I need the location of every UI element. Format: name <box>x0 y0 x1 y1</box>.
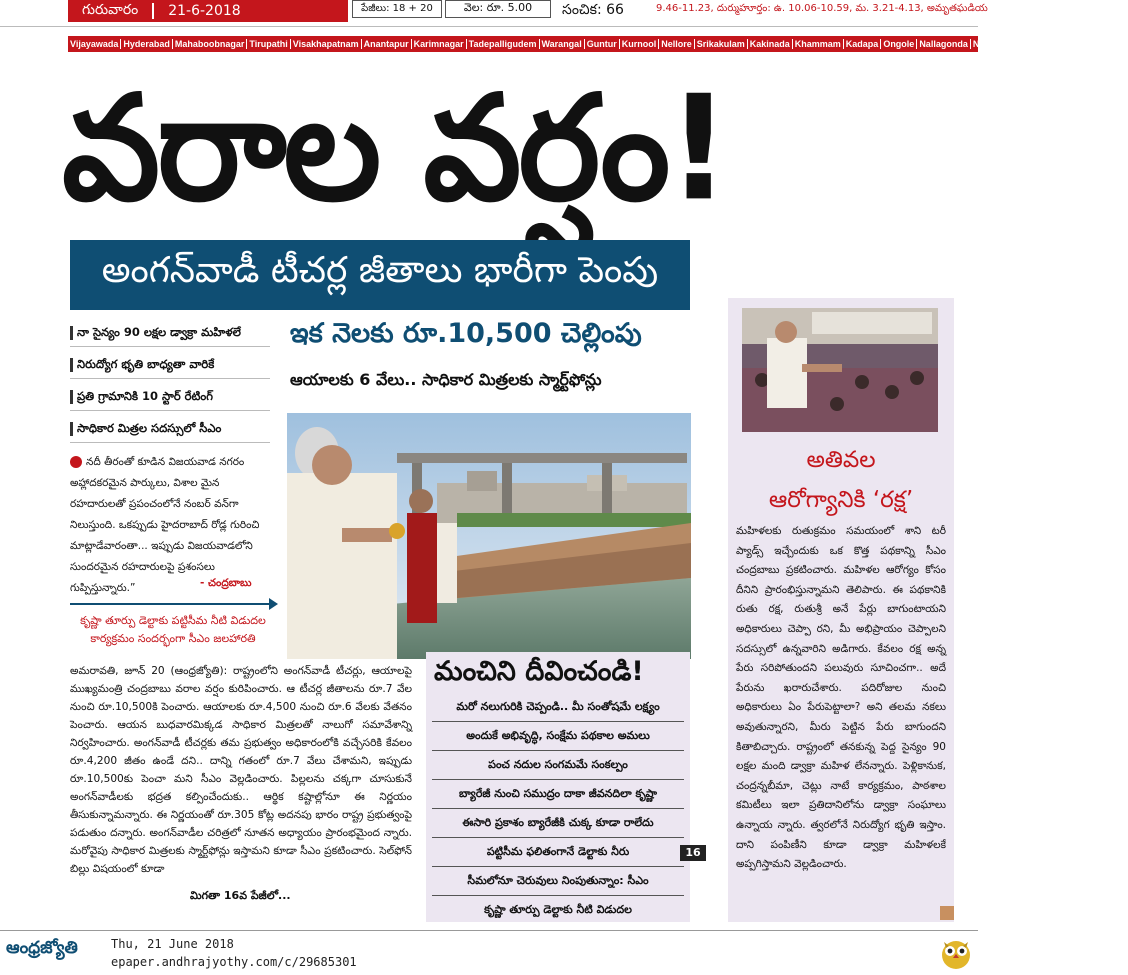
side-story-body: మహిళలకు రుతుక్రమం సమయంలో శాని టరీ ప్యాడ్స్ ఇచ్చేందుకు ఒక కొత్త పథకాన్ని సీఎం చంద్రబాబు ప్రకటించారు. మహిళల ఆరోగ్యం కోసం దీనిని ప్రారంభిస్తున్నామని తెలిపారు. ఈ పథకానికి రుతు రక్ష, రుతుశ్రీ అనే పేర్లు బాగుంటాయని అధికారులు చెప్పా రని, మీ అభిప్రాయం చెప్పాలని సదస్సులో ఉన్నవారిని అడిగారు. కేవలం రక్ష అన్న పేరు సరిపోతుందని పలువురు సూచించగా.. అదే పేరును ఖరారుచేశారు. పదిరోజుల నుంచి అధికారులు ఏం పేరుపెట్టాలా? అని తలమ నకలు అవుతున్నారని, మీరు పెట్టిన పేరు బాగుందని కితాబిచ్చారు. రాష్ట్రంలో తనకున్న పెద్ద సైన్యం 90 లక్షల మంది డ్వాక్రా మహిళ లేనన్నారు. పెళ్లికానుక, చంద్రన్నబీమా, చెట్లు నాటే కార్యక్రమం, పాఠశాల కమిటీలు ఇలా ప్రతిదానిలోను డ్వాక్రా సంఘాలు ఉన్నాయ న్నారు. త్వరలోనే నిరుద్యోగ భృతి ఇస్తాం. దాని పంపిణీని కూడా డ్వాక్రా మహిళలకే అప్పగిస్తామని వెల్లడించారు. <box>736 525 946 871</box>
continued-on: మిగతా 16వ పేజీలో... <box>190 889 291 902</box>
panchangam-timings: 9.46-11.23, దుర్ముహూర్తం: ఉ. 10.06-10.59, మ. 3.21-4.13, అమృతఘడియ <box>656 3 988 14</box>
edition-city: Nallagonda <box>916 39 970 49</box>
edition-city: Guntur <box>584 39 619 49</box>
weekday: గురువారం <box>82 1 139 18</box>
side-title-line: ఆరోగ్యానికి ‘రక్ష’ <box>768 487 914 513</box>
edition-city: Visakhapatnam <box>290 39 361 49</box>
issue-date: 21-6-2018 <box>168 3 241 19</box>
quote-author: - చంద్రబాబు <box>200 577 252 589</box>
highlight-item: అందుకే అభివృద్ధి, సంక్షేమ పథకాల అమలు <box>432 721 684 751</box>
edition-city: Kurnool <box>619 39 659 49</box>
highlights-title: మంచిని దీవించండి! <box>434 656 644 687</box>
subheadline: ఇక నెలకు రూ.10,500 చెల్లింపు <box>290 318 642 349</box>
highlight-item: మరో నలుగురికి చెప్పండి.. మీ సంతోషమే లక్ష్యం <box>432 692 684 722</box>
edition-city: Bangalore and Chennai <box>1022 39 1128 49</box>
side-story-title <box>734 440 948 520</box>
arrow-pointer-icon <box>70 603 276 605</box>
river-ceremony-photo <box>287 413 691 659</box>
edition-city: Nellore <box>658 39 694 49</box>
bullet-point: సాధికార మిత్రల సదస్సులో సీఎం <box>70 414 270 443</box>
issue-number: సంచిక: 66 <box>562 2 624 18</box>
edition-city: Mahaboobnagar <box>172 39 247 49</box>
end-mark <box>940 906 954 920</box>
edition-city: Vijayawada <box>70 39 119 49</box>
meeting-photo <box>742 308 938 432</box>
highlight-item: బ్యారేజీ నుంచి సముద్రం దాకా జీవనదిలా కృష్ణా <box>432 779 684 809</box>
edition-city: Tadepalligudem <box>466 39 539 49</box>
bullet-point: నిరుద్యోగ భృతి బాధ్యతా వారికే <box>70 350 270 379</box>
headline-band: అంగన్‌వాడీ టీచర్ల జీతాలు భారీగా పెంపు <box>70 240 690 310</box>
price: వెల: రూ. 5.00 <box>445 0 551 18</box>
edition-city: Anantapur <box>361 39 411 49</box>
footer-divider <box>0 930 978 931</box>
edition-city: Warangal <box>539 39 584 49</box>
quote-text: నదీ తీరంతో కూడిన విజయవాడ నగరం అహ్లాదకరమైన పార్కులు, విశాల మైన రహదారులతో ప్రపంచంలోనే నంబర్ వన్‌గా నిలుస్తుంది. ఒకప్పుడు హైదరాబాద్ రోడ్ల గురించి మాట్లాడేవారంతా... ఇప్పుడు విజయవాడలోని సుందరమైన రహదారులపై ప్రశంసలు గుప్పిస్తున్నారు.” <box>70 456 260 594</box>
highlight-item: పట్టిసీమ ఫలితంగానే డెల్టాకు నీరు <box>432 837 684 867</box>
edition-city: Srikakulam <box>694 39 747 49</box>
date-box <box>68 0 348 22</box>
edition-city: Khammam <box>792 39 843 49</box>
pages-count: పేజీలు: 18 + 20 <box>352 0 442 18</box>
side-title-line: అతివల <box>806 447 876 473</box>
article-body: అమరావతి, జూన్ 20 (ఆంధ్రజ్యోతి): రాష్ట్రంలోని అంగన్‌వాడీ టీచర్లు, ఆయాలపై ముఖ్యమంత్రి చంద్రబాబు వరాల వర్షం కురిపించారు. ఆ టీచర్ల జీతాలను రూ.7 వేల నుంచి రూ.10,500కి పెంచారు. ఆయాలకు రూ.4,500 నుంచి రూ.6 వేలకు వేతనం పెంచారు. ఆయన బుధవారమిక్కడ సాధికార మిత్రలతో నాలుగో సమావేశాన్ని నిర్వహించారు. అంగన్‌వాడీ టీచర్లకు తమ ప్రభుత్వం అధికారంలోకి వచ్చేసరికి కేవలం రూ.4,200 జీతం ఉండే దని.. దాన్ని గతంలో రూ.7 వేలు చేశామని, ఇప్పుడు రూ.10,500కు పెంచా మని సీఎం వెల్లడించారు. పిల్లలను చక్కగా చూసుకునే అంగన్‌వాడీలకు భద్రత కల్పించేందుకు.. ఆర్థిక కష్టాల్లోనూ ఈ నిర్ణయం తీసుకున్నామన్నారు. ఈ నిర్ణయంతో రూ.305 కోట్ల అదనపు భారం రాష్ట్ర ప్రభుత్వంపై పడుతుం దన్నారు. అంగన్‌వాడీల చరిత్రలో నూతన అధ్యాయం ప్రారంభమైంద న్నారు. మరోవైపు సాధికార మిత్రలకు స్మార్ట్‌ఫోన్లు ఇస్తామని కూడా సీఎం ప్రకటించారు. సెల్‌ఫోన్ బిల్లు విషయంలో కూడా <box>70 665 412 875</box>
quote-marker-icon <box>70 456 82 468</box>
highlight-item: కృష్ణా తూర్పు డెల్టాకు నీటి విడుదల <box>484 903 632 916</box>
bullet-point: నా సైన్యం 90 లక్షల డ్వాక్రా మహిళలే <box>70 318 270 347</box>
page-badge: 16 <box>680 845 706 861</box>
owl-mascot-icon <box>940 936 972 970</box>
bullet-point: ప్రతి గ్రామానికి 10 స్టార్ రేటింగ్ <box>70 382 270 411</box>
edition-city: Kakinada <box>747 39 792 49</box>
edition-city: Kadapa <box>843 39 881 49</box>
main-photo <box>287 413 691 659</box>
edition-city: Karimnagar <box>411 39 466 49</box>
edition-city: Tirupathi <box>246 39 289 49</box>
photo-caption: కృష్ణా తూర్పు డెల్టాకు పట్టిసీమ నీటి విడుదల కార్యక్రమం సందర్భంగా సీఎం జలహారతి <box>80 614 266 645</box>
edition-city: Ongole <box>880 39 916 49</box>
footer-url[interactable]: epaper.andhrajyothy.com/c/29685301 <box>111 955 357 969</box>
highlight-item: పంచ నదుల సంగమమే సంకల్పం <box>432 750 684 780</box>
edition-city: Hyderabad <box>120 39 172 49</box>
highlight-item: ఈసారి ప్రకాశం బ్యారేజీకి చుక్క కూడా రాలేదు <box>432 808 684 838</box>
side-photo <box>742 308 938 432</box>
main-headline: వరాల వర్షం! <box>62 63 728 233</box>
edition-city: Nizamabad <box>970 39 1023 49</box>
andhrajyothy-logo: ఆంధ్రజ్యోతి <box>6 938 78 958</box>
editions-strip <box>68 36 1126 52</box>
footer-date: Thu, 21 June 2018 <box>111 937 234 951</box>
highlight-item: సీమలోనూ చెరువులు నింపుతున్నాం: సీఎం <box>432 866 684 896</box>
kicker-line: ఆయాలకు 6 వేలు.. సాధికార మిత్రలకు స్మార్ట్‌ఫోన్లు <box>290 370 602 389</box>
